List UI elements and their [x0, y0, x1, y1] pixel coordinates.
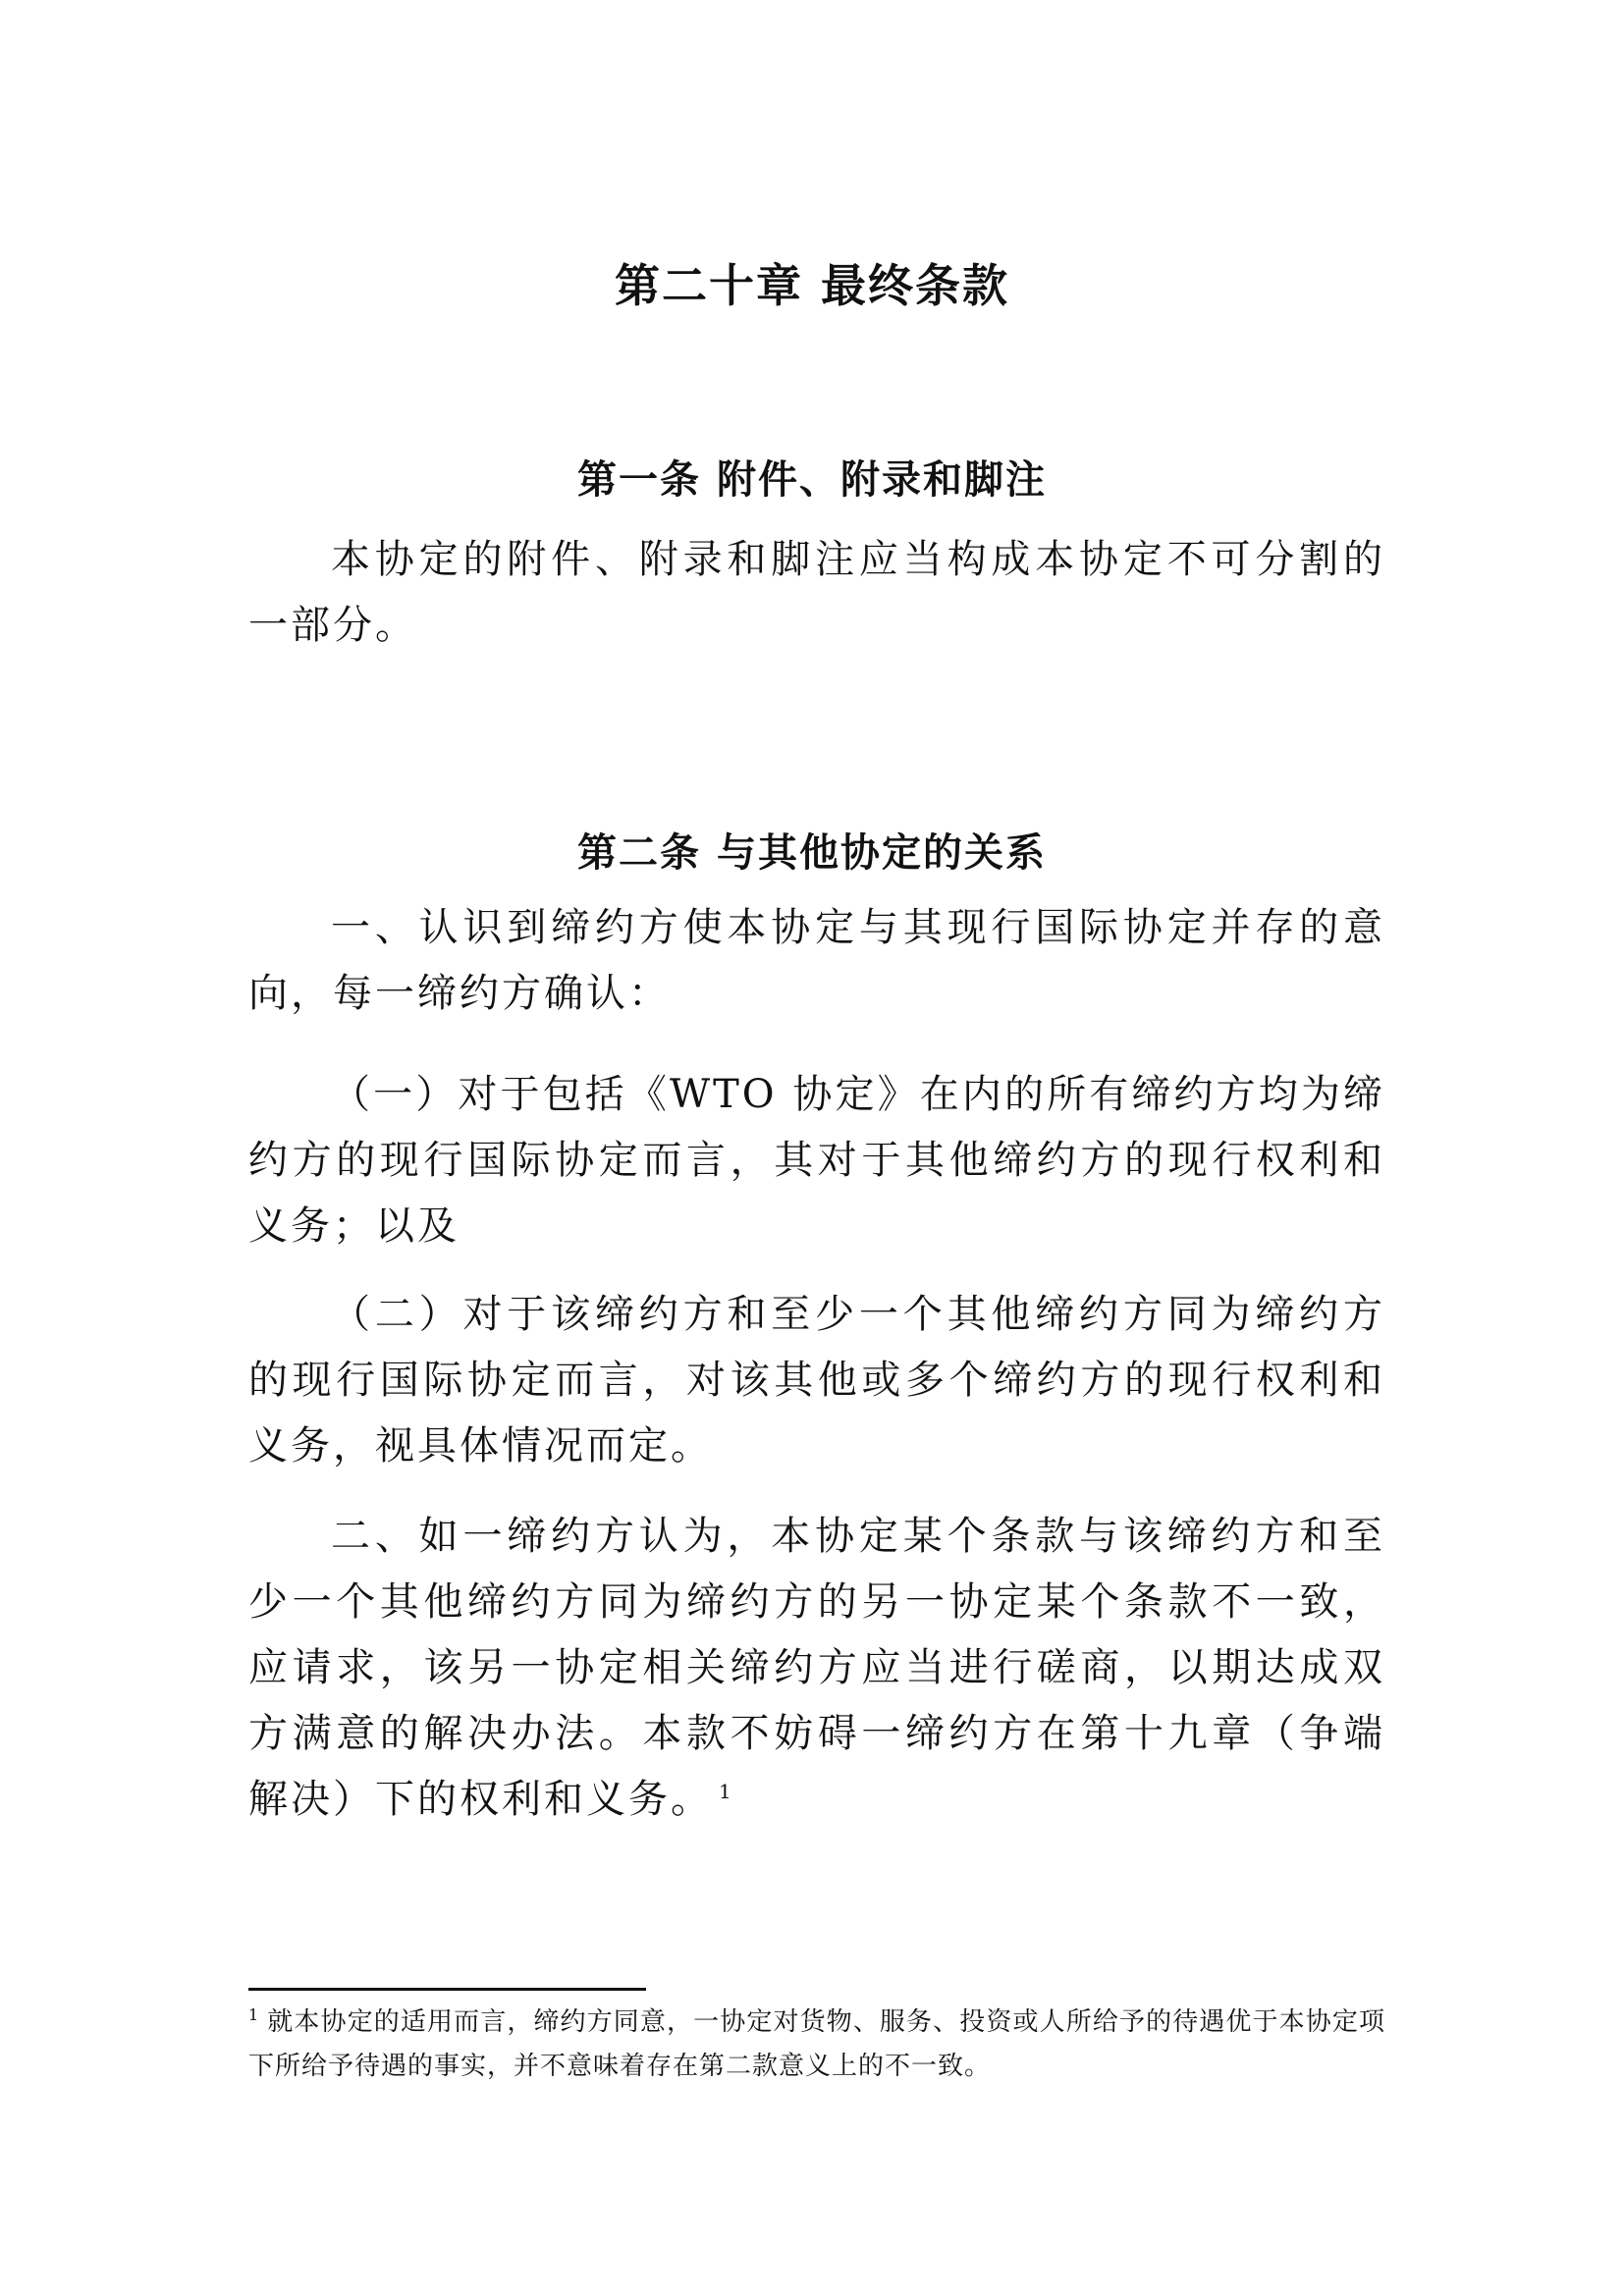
article-2-paragraph-2: [248, 1504, 1385, 1833]
footnote-divider: [248, 1988, 646, 1991]
article-2-paragraph-2-text: 二、如一缔约方认为，本协定某个条款与该缔约方和至少一个其他缔约方同为缔约方的另一协定某个条款不一致，应请求，该另一协定相关缔约方应当进行磋商，以期达成双方满意的解决办法。本款不妨碍一缔约方在第十九章（争端解决）下的权利和义务。: [248, 1514, 1385, 1822]
article-1-title: 第一条 附件、附录和脚注: [577, 457, 1047, 504]
article-2-title: 第二条 与其他协定的关系: [577, 830, 1047, 877]
chapter-title: 第二十章 最终条款: [614, 258, 1009, 312]
article-2-paragraph-1-item-1: （一）对于包括《WTO 协定》在内的所有缔约方均为缔约方的现行国际协定而言，其对于其他缔约方的现行权利和义务；以及: [248, 1072, 1385, 1249]
footnote-reference[interactable]: 1: [719, 1779, 731, 1803]
article-2-paragraph-1: 一、认识到缔约方使本协定与其现行国际协定并存的意向，每一缔约方确认：: [248, 905, 1385, 1016]
footnote: [248, 2001, 1385, 2089]
footnote-marker: 1: [248, 2005, 260, 2025]
footnote-text: 就本协定的适用而言，缔约方同意，一协定对货物、服务、投资或人所给予的待遇优于本协定项下所给予待遇的事实，并不意味着存在第二款意义上的不一致。: [248, 2007, 1385, 2081]
article-1-paragraph: 本协定的附件、附录和脚注应当构成本协定不可分割的一部分。: [248, 537, 1385, 648]
article-2-paragraph-1-item-2: （二）对于该缔约方和至少一个其他缔约方同为缔约方的现行国际协定而言，对该其他或多个缔约方的现行权利和义务，视具体情况而定。: [248, 1292, 1385, 1468]
